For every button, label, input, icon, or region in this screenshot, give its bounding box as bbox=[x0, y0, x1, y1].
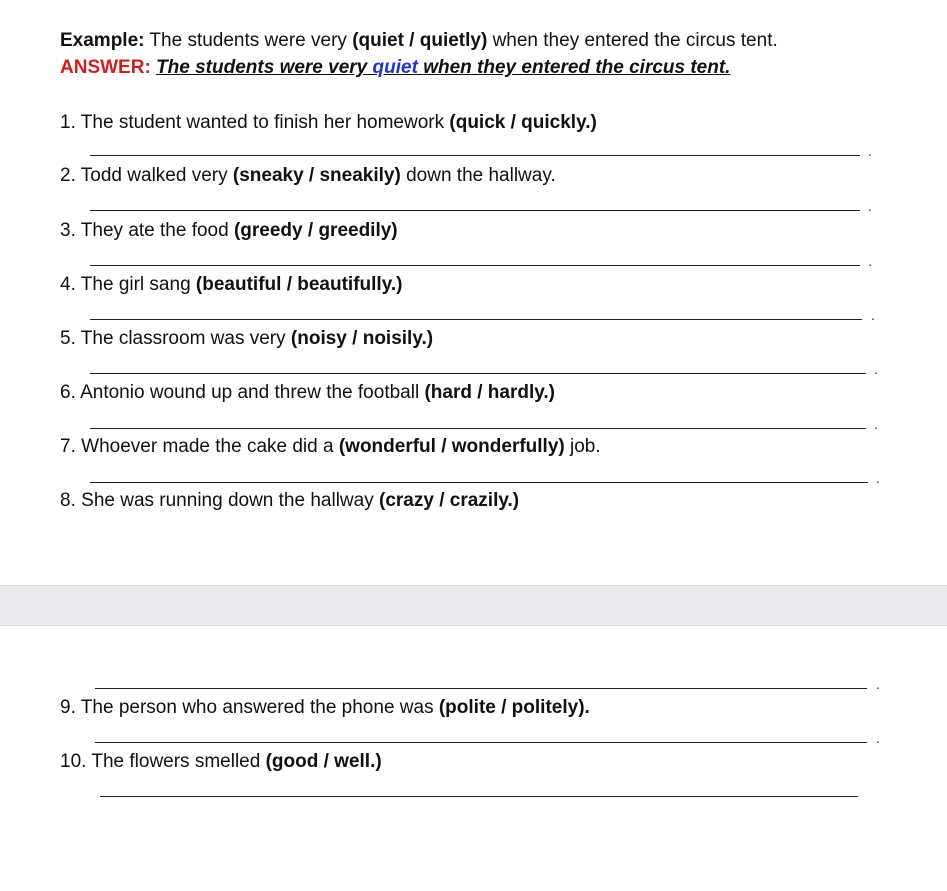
answer-blank-4[interactable] bbox=[90, 319, 862, 320]
answer-blank-9[interactable] bbox=[95, 742, 867, 743]
blank-period: . bbox=[868, 253, 872, 269]
question-choices: (good / well.) bbox=[265, 751, 382, 772]
example-choices: (quiet / quietly) bbox=[352, 30, 488, 51]
question-text: The girl sang bbox=[80, 274, 191, 295]
answer-blank-1[interactable] bbox=[90, 155, 860, 156]
question-3 bbox=[60, 220, 398, 242]
answer-blank-10[interactable] bbox=[100, 796, 858, 797]
question-text: The classroom was very bbox=[80, 328, 286, 349]
example-line bbox=[60, 30, 778, 52]
question-number: 7. bbox=[60, 436, 76, 457]
question-choices: (wonderful / wonderfully) bbox=[338, 436, 565, 457]
blank-period: . bbox=[868, 143, 872, 159]
blank-period: . bbox=[876, 730, 880, 746]
answer-after: when they entered the circus tent. bbox=[423, 57, 731, 78]
blank-period: . bbox=[871, 307, 875, 323]
example-label: Example: bbox=[60, 30, 145, 51]
example-after: when they entered the circus tent. bbox=[492, 30, 778, 51]
question-choices: (hard / hardly.) bbox=[424, 382, 556, 403]
question-choices: (quick / quickly.) bbox=[449, 112, 597, 133]
answer-word: quiet bbox=[372, 57, 418, 78]
question-text: The flowers smelled bbox=[91, 751, 261, 772]
answer-blank-7[interactable] bbox=[90, 482, 868, 483]
question-6 bbox=[60, 382, 555, 404]
question-8 bbox=[60, 490, 519, 512]
question-choices: (beautiful / beautifully.) bbox=[195, 274, 403, 295]
page-break-divider bbox=[0, 585, 947, 626]
question-number: 10. bbox=[60, 751, 87, 772]
question-text: They ate the food bbox=[80, 220, 229, 241]
question-number: 4. bbox=[60, 274, 76, 295]
question-2 bbox=[60, 165, 556, 187]
question-choices: (polite / politely). bbox=[438, 697, 590, 718]
question-text: Antonio wound up and threw the football bbox=[80, 382, 420, 403]
answer-blank-6[interactable] bbox=[90, 428, 866, 429]
question-1 bbox=[60, 112, 597, 134]
answer-blank-5[interactable] bbox=[90, 373, 866, 374]
answer-blank-3[interactable] bbox=[90, 265, 860, 266]
question-text: Todd walked very bbox=[80, 165, 228, 186]
question-text: Whoever made the cake did a bbox=[81, 436, 334, 457]
question-after: down the hallway. bbox=[406, 165, 556, 186]
answer-before: The students were very bbox=[156, 57, 368, 78]
answer-label: ANSWER: bbox=[60, 57, 151, 78]
question-10 bbox=[60, 751, 382, 773]
answer-blank-8[interactable] bbox=[95, 688, 867, 689]
question-7 bbox=[60, 436, 601, 458]
question-number: 3. bbox=[60, 220, 76, 241]
question-4 bbox=[60, 274, 402, 296]
question-number: 1. bbox=[60, 112, 76, 133]
question-choices: (sneaky / sneakily) bbox=[232, 165, 401, 186]
question-text: The person who answered the phone was bbox=[80, 697, 434, 718]
question-number: 5. bbox=[60, 328, 76, 349]
blank-period: . bbox=[874, 416, 878, 432]
question-text: She was running down the hallway bbox=[81, 490, 374, 511]
question-number: 8. bbox=[60, 490, 76, 511]
blank-period: . bbox=[876, 676, 880, 692]
question-5 bbox=[60, 328, 433, 350]
answer-blank-2[interactable] bbox=[90, 210, 860, 211]
question-text: The student wanted to finish her homework bbox=[80, 112, 445, 133]
blank-period: . bbox=[876, 470, 880, 486]
example-text: The students were very bbox=[149, 30, 347, 51]
question-number: 9. bbox=[60, 697, 76, 718]
answer-sentence bbox=[156, 57, 730, 78]
question-number: 6. bbox=[60, 382, 76, 403]
answer-line bbox=[60, 57, 730, 79]
blank-period: . bbox=[874, 361, 878, 377]
question-choices: (noisy / noisily.) bbox=[290, 328, 434, 349]
blank-period: . bbox=[868, 198, 872, 214]
question-number: 2. bbox=[60, 165, 76, 186]
question-after: job. bbox=[570, 436, 601, 457]
worksheet-page-2 bbox=[0, 626, 947, 891]
question-choices: (greedy / greedily) bbox=[233, 220, 398, 241]
question-choices: (crazy / crazily.) bbox=[379, 490, 520, 511]
question-9 bbox=[60, 697, 590, 719]
